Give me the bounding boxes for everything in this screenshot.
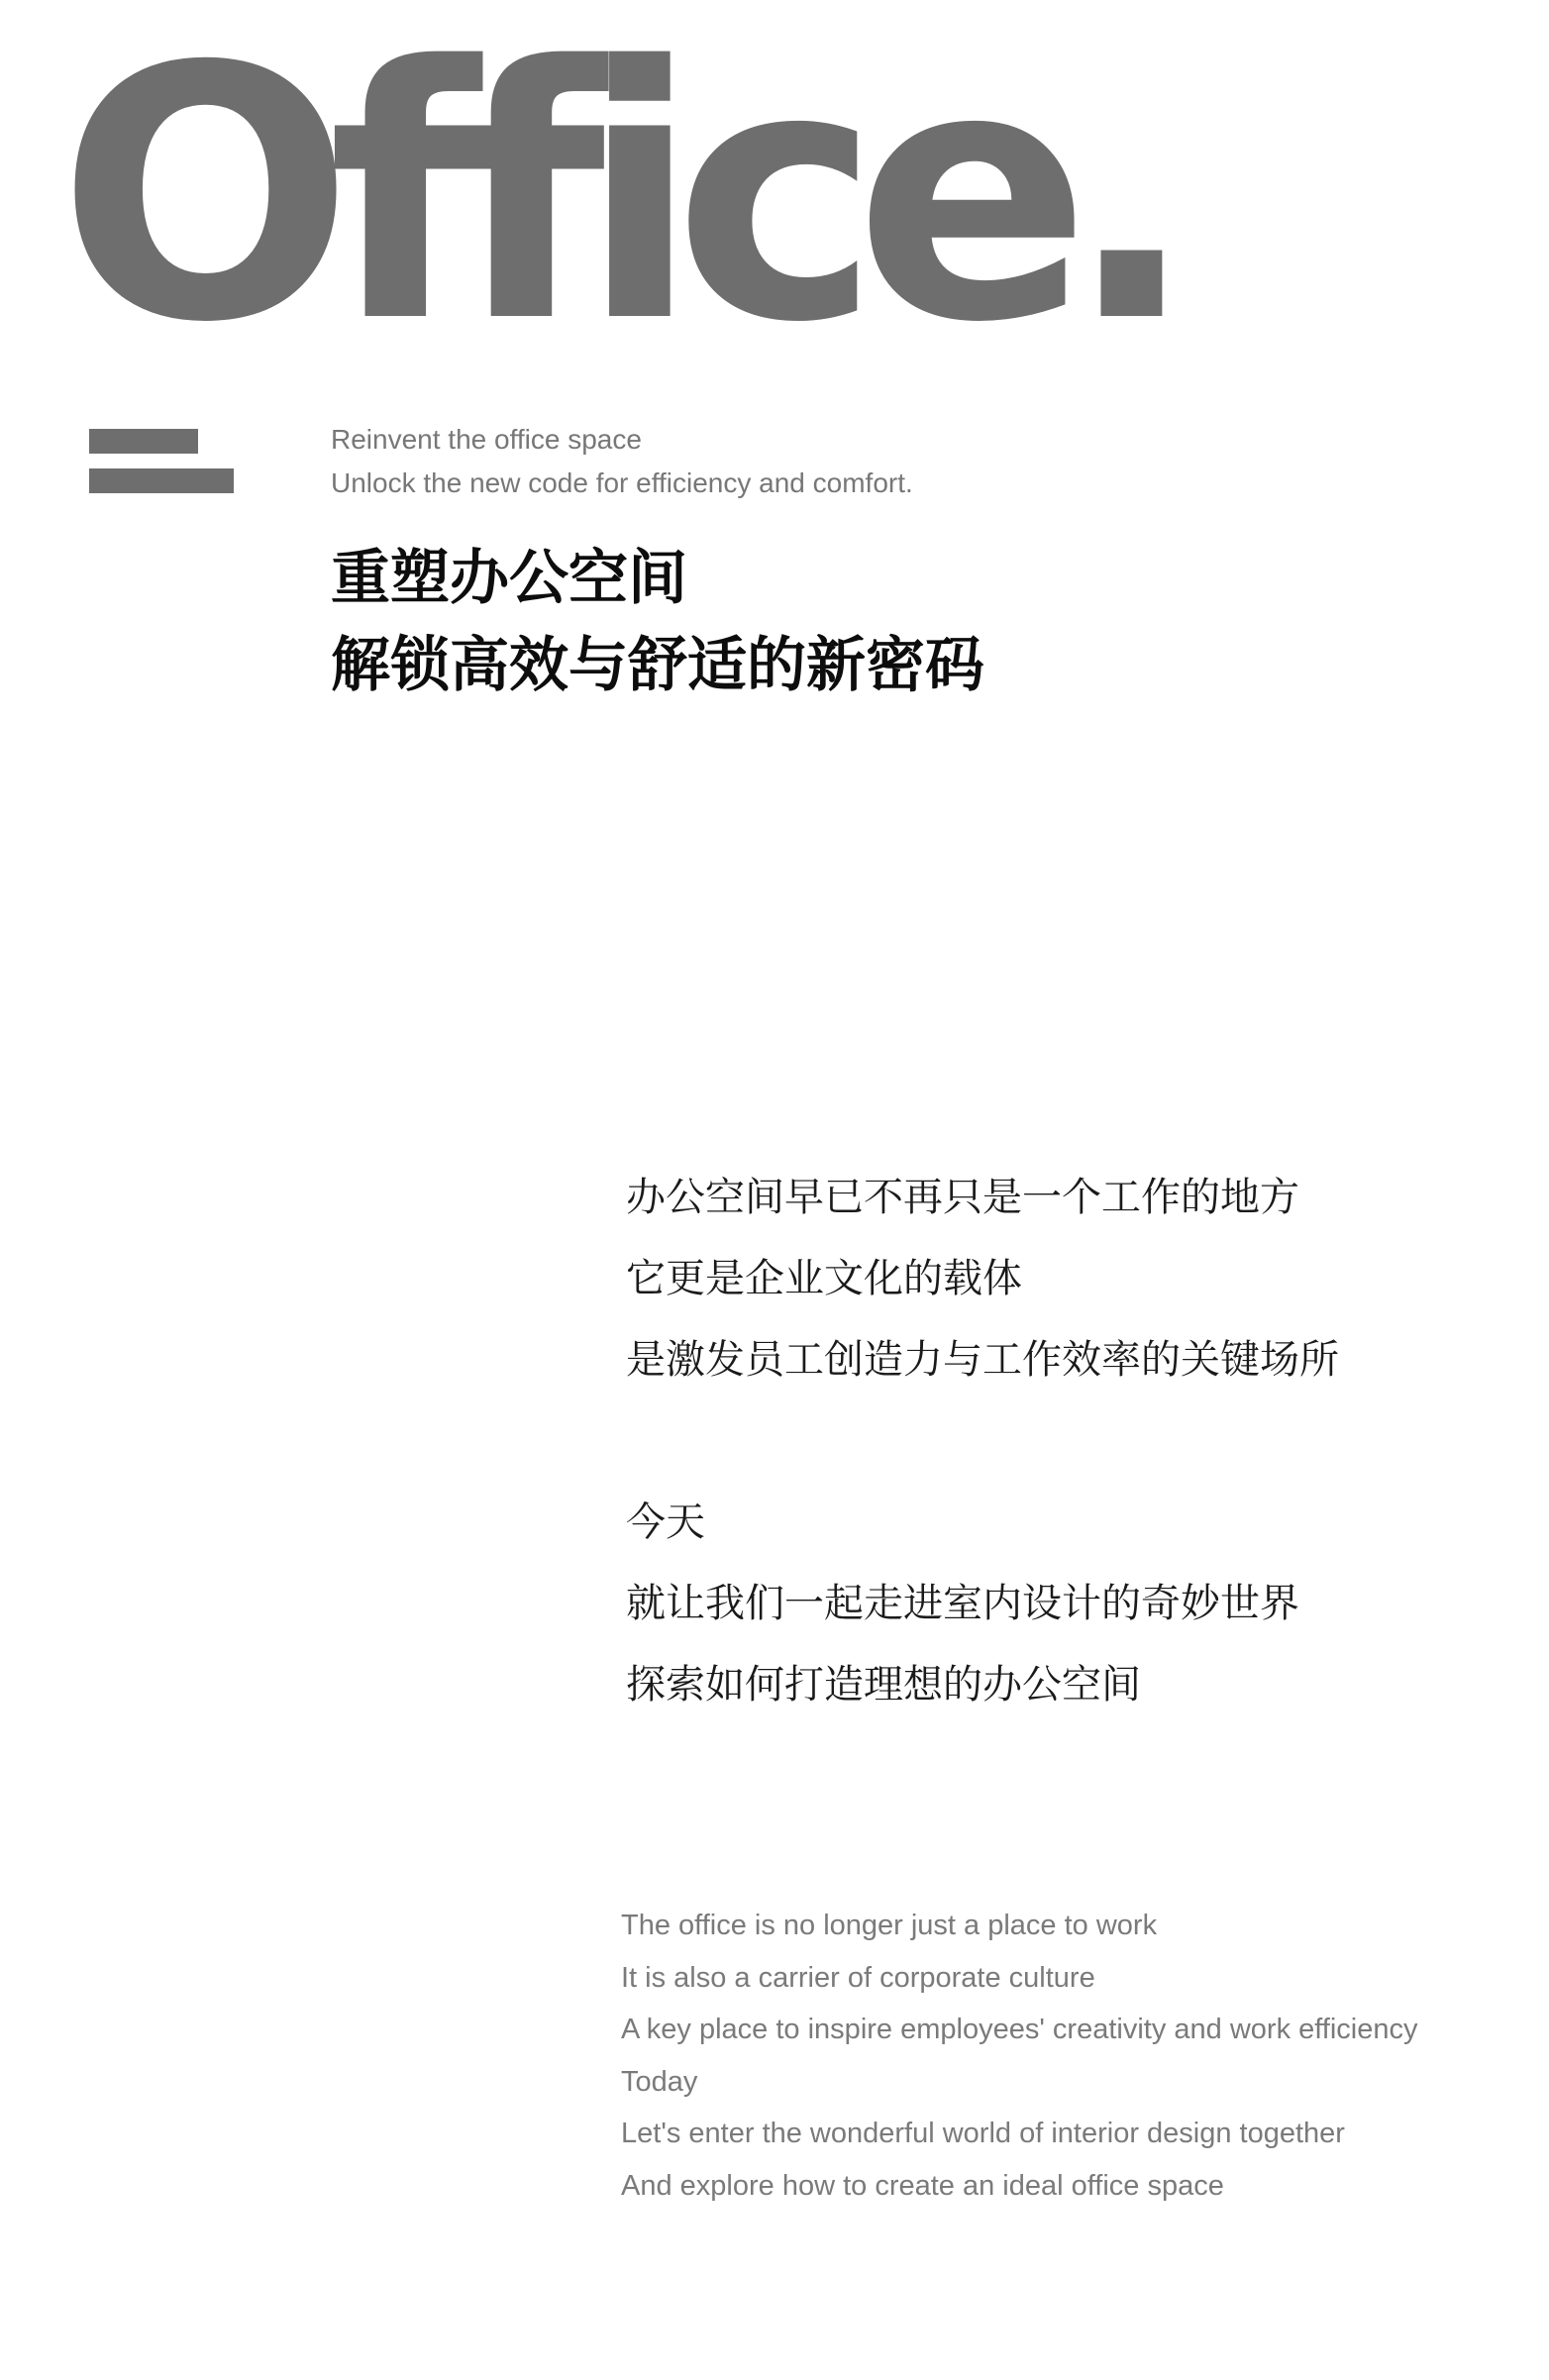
tagline-english [331, 418, 913, 505]
tagline-chinese-line: 解锁高效与舒适的新密码 [331, 631, 984, 700]
menu-icon [89, 429, 234, 494]
body-english-paragraph [621, 1900, 1418, 2213]
body-chinese-line: 探索如何打造理想的办公空间 [626, 1662, 1141, 1707]
body-english-line: The office is no longer just a place to work [621, 1910, 1158, 1941]
body-english-line: Today [621, 2065, 698, 2098]
menu-icon-bar-top [89, 429, 198, 454]
menu-icon-bar-bottom [89, 468, 234, 493]
tagline-chinese-line: 重塑办公空间 [331, 544, 687, 613]
tagline-english-line: Reinvent the office space [331, 424, 642, 455]
body-chinese-line: 今天 [626, 1500, 705, 1545]
hero-title: Office. [57, 0, 1173, 399]
body-english-line: Let's enter the wonderful world of interior design together [621, 2118, 1345, 2150]
body-english-line: A key place to inspire employees' creativity and work efficiency [621, 2014, 1418, 2046]
body-english-line: And explore how to create an ideal office space [621, 2169, 1224, 2202]
body-chinese-line: 办公空间早已不再只是一个工作的地方 [626, 1175, 1299, 1220]
body-chinese-line: 是激发员工创造力与工作效率的关键场所 [626, 1337, 1339, 1383]
tagline-english-line: Unlock the new code for efficiency and comfort. [331, 467, 913, 498]
body-chinese-paragraph [626, 1157, 1339, 1725]
body-english-line: It is also a carrier of corporate culture [621, 1961, 1095, 1994]
body-chinese-line: 它更是企业文化的载体 [626, 1256, 1022, 1301]
tagline-chinese-heading [331, 535, 984, 709]
body-chinese-spacer [626, 1400, 1339, 1482]
body-chinese-line: 就让我们一起走进室内设计的奇妙世界 [626, 1581, 1299, 1626]
